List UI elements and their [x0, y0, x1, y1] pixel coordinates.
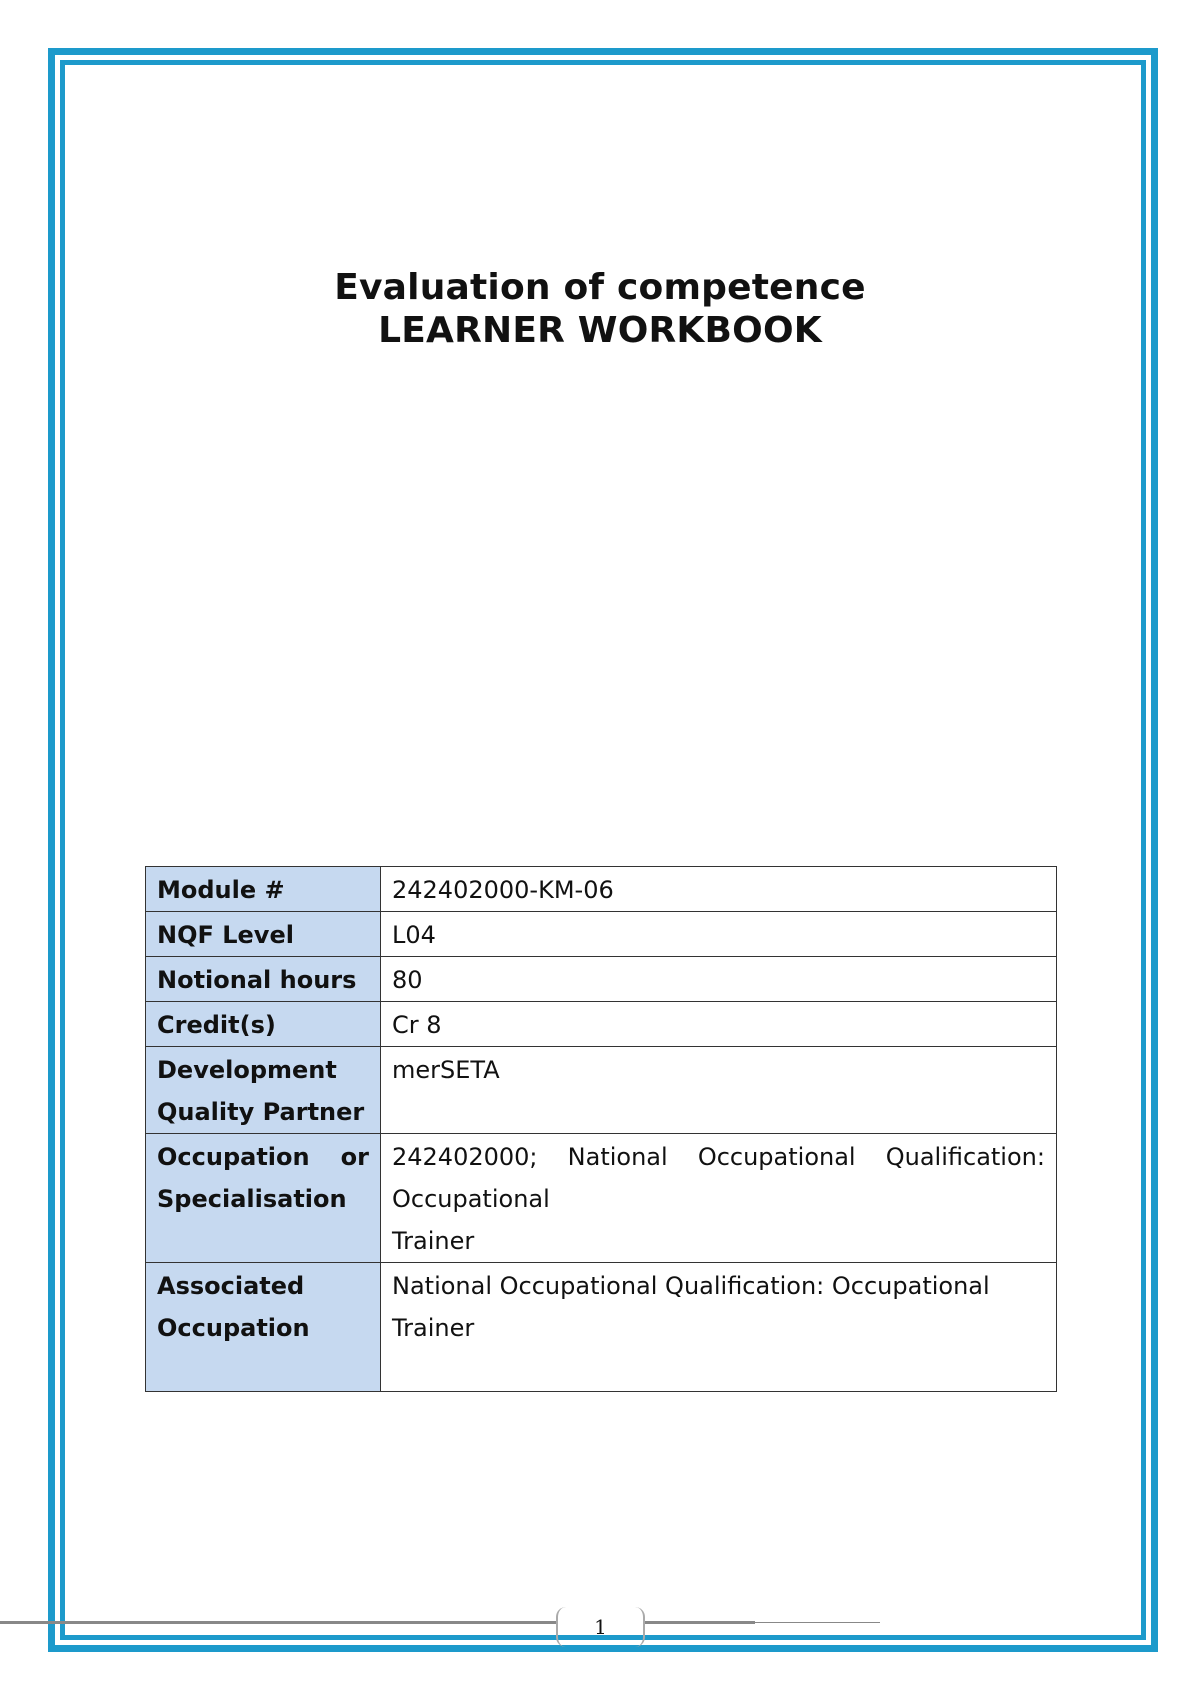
occupation-value-line-2: Occupational	[392, 1185, 550, 1213]
table-row-associated-occupation	[146, 1263, 1057, 1392]
nqf-level-label: NQF Level	[146, 912, 381, 957]
table-row-module	[146, 867, 1057, 912]
dqp-label-line-2: Quality Partner	[157, 1098, 365, 1126]
notional-hours-label: Notional hours	[146, 957, 381, 1002]
footer-rule-right	[645, 1621, 755, 1624]
occupation-label	[146, 1134, 381, 1263]
footer-rule-left	[0, 1621, 556, 1624]
occupation-value-word: National	[567, 1143, 668, 1171]
occupation-value	[381, 1134, 1057, 1263]
associated-label	[146, 1263, 381, 1392]
module-info-table	[145, 866, 1057, 1392]
table-row-development-quality-partner	[146, 1047, 1057, 1134]
dqp-value: merSETA	[381, 1047, 1057, 1134]
occupation-label-word-1: Occupation	[157, 1143, 310, 1171]
nqf-level-value: L04	[381, 912, 1057, 957]
module-value: 242402000-KM-06	[381, 867, 1057, 912]
occupation-label-line-2: Specialisation	[157, 1185, 347, 1213]
footer-rule-thin	[755, 1622, 880, 1623]
credits-label: Credit(s)	[146, 1002, 381, 1047]
page-number: 1	[556, 1607, 645, 1647]
table-row-notional-hours	[146, 957, 1057, 1002]
associated-label-line-2: Occupation	[157, 1314, 310, 1342]
occupation-value-word: Qualification:	[885, 1143, 1045, 1171]
associated-value-line-1: National Occupational Qualification: Occupational	[392, 1272, 990, 1300]
table-row-nqf-level	[146, 912, 1057, 957]
table-row-credits	[146, 1002, 1057, 1047]
title-line-1: Evaluation of competence	[334, 267, 866, 308]
associated-value-line-2: Trainer	[392, 1314, 475, 1342]
associated-label-line-1: Associated	[157, 1272, 305, 1300]
table-row-occupation	[146, 1134, 1057, 1263]
dqp-label-line-1: Development	[157, 1056, 337, 1084]
document-title	[0, 266, 1200, 352]
occupation-value-line-3: Trainer	[392, 1227, 475, 1255]
title-line-2: LEARNER WORKBOOK	[378, 310, 822, 351]
credits-value: Cr 8	[381, 1002, 1057, 1047]
occupation-value-word: 242402000;	[392, 1143, 538, 1171]
occupation-value-line-1	[392, 1136, 1045, 1178]
dqp-label	[146, 1047, 381, 1134]
module-label: Module #	[146, 867, 381, 912]
occupation-value-word: Occupational	[697, 1143, 856, 1171]
occupation-label-line-1	[157, 1136, 369, 1178]
occupation-label-word-2: or	[340, 1143, 369, 1171]
notional-hours-value: 80	[381, 957, 1057, 1002]
associated-value	[381, 1263, 1057, 1392]
